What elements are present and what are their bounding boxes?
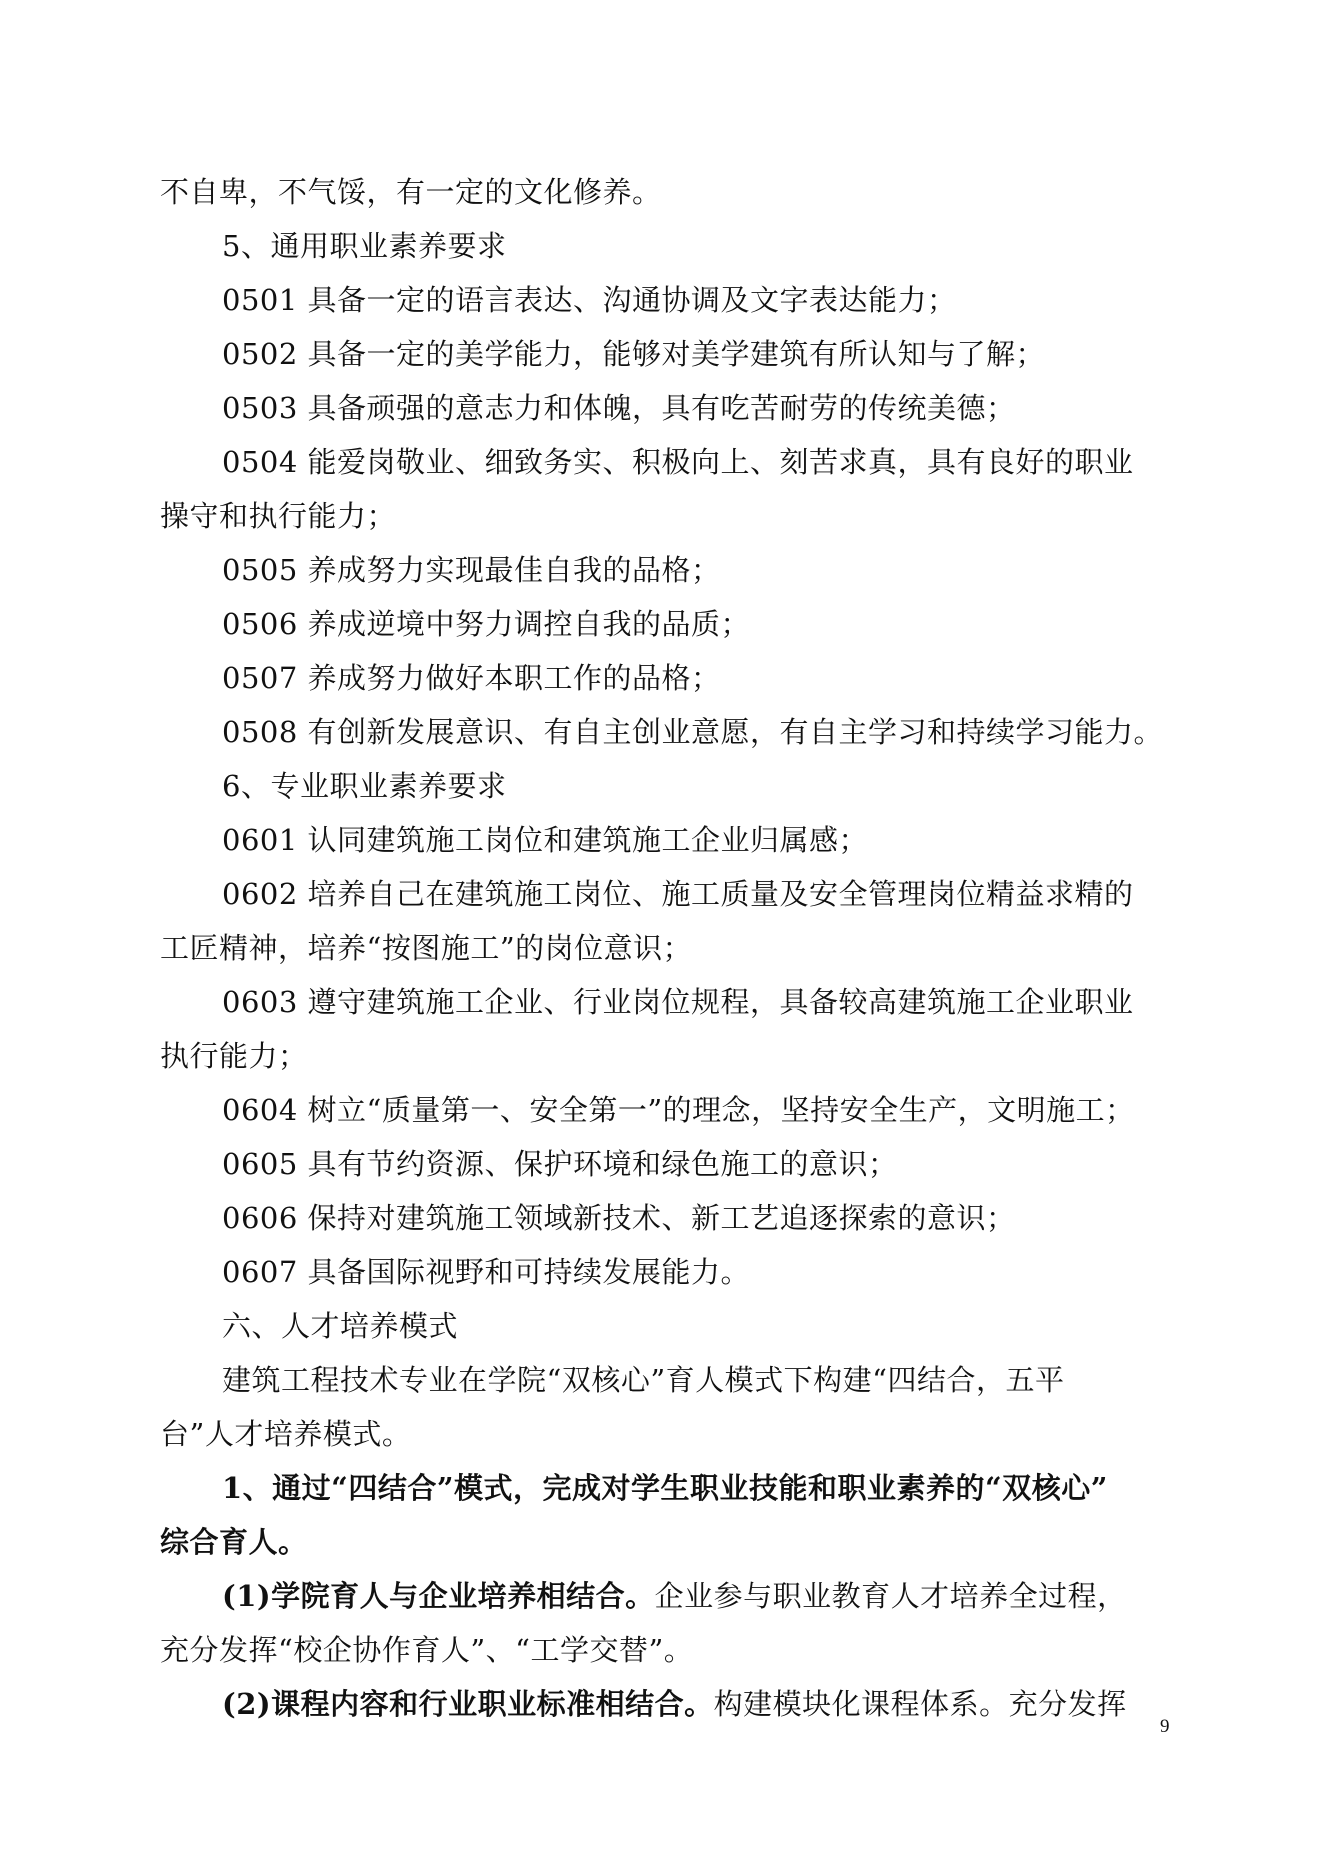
paragraph-line: 0607 具备国际视野和可持续发展能力。 <box>222 1255 751 1289</box>
paragraph-line: 0601 认同建筑施工岗位和建筑施工企业归属感； <box>222 823 869 857</box>
paragraph-line: 执行能力； <box>160 1039 308 1073</box>
paragraph-line: 0605 具有节约资源、保护环境和绿色施工的意识； <box>222 1147 898 1181</box>
paragraph-line: 充分发挥“校企协作育人”、“工学交替”。 <box>160 1633 694 1667</box>
paragraph-line: 0502 具备一定的美学能力，能够对美学建筑有所认知与了解； <box>222 337 1046 371</box>
paragraph-line: 0602 培养自己在建筑施工岗位、施工质量及安全管理岗位精益求精的 <box>222 877 1134 911</box>
paragraph-line: 0606 保持对建筑施工领域新技术、新工艺追逐探索的意识； <box>222 1201 1016 1235</box>
paragraph-line: 工匠精神，培养“按图施工”的岗位意识； <box>160 931 693 965</box>
bold-paragraph-line: 1、通过“四结合”模式，完成对学生职业技能和职业素养的“双核心” <box>222 1471 1108 1505</box>
paragraph-text: 企业参与职业教育人才培养全过程， <box>654 1579 1127 1613</box>
paragraph-line: 0505 养成努力实现最佳自我的品格； <box>222 553 721 587</box>
paragraph-line: 0507 养成努力做好本职工作的品格； <box>222 661 721 695</box>
bold-paragraph-line: 综合育人。 <box>160 1525 308 1559</box>
paragraph-line: 建筑工程技术专业在学院“双核心”育人模式下构建“四结合，五平 <box>222 1363 1065 1397</box>
paragraph-line: 0504 能爱岗敬业、细致务实、积极向上、刻苦求真，具有良好的职业 <box>222 445 1134 479</box>
paragraph-line <box>222 1684 1180 1724</box>
page-number: 9 <box>1160 1716 1170 1737</box>
paragraph-line: 0508 有创新发展意识、有自主创业意愿，有自主学习和持续学习能力。 <box>222 715 1164 749</box>
paragraph-line: 操守和执行能力； <box>160 499 397 533</box>
paragraph-line: 0501 具备一定的语言表达、沟通协调及文字表达能力； <box>222 283 957 317</box>
paragraph-text: 构建模块化课程体系。充分发挥 <box>713 1687 1127 1721</box>
paragraph-line: 不自卑，不气馁，有一定的文化修养。 <box>160 175 662 209</box>
emphasis-lead: (2)课程内容和行业职业标准相结合。 <box>222 1687 714 1721</box>
paragraph-line: 0503 具备顽强的意志力和体魄，具有吃苦耐劳的传统美德； <box>222 391 1016 425</box>
section-heading: 5、通用职业素养要求 <box>222 229 507 263</box>
paragraph-line <box>222 1576 1180 1616</box>
paragraph-line: 0604 树立“质量第一、安全第一”的理念，坚持安全生产，文明施工； <box>222 1093 1135 1127</box>
section-heading: 六、人才培养模式 <box>222 1309 459 1343</box>
paragraph-line: 0603 遵守建筑施工企业、行业岗位规程，具备较高建筑施工企业职业 <box>222 985 1134 1019</box>
emphasis-lead: (1)学院育人与企业培养相结合。 <box>222 1579 655 1613</box>
paragraph-line: 0506 养成逆境中努力调控自我的品质； <box>222 607 751 641</box>
paragraph-line: 台”人才培养模式。 <box>160 1417 412 1451</box>
section-heading: 6、专业职业素养要求 <box>222 769 507 803</box>
